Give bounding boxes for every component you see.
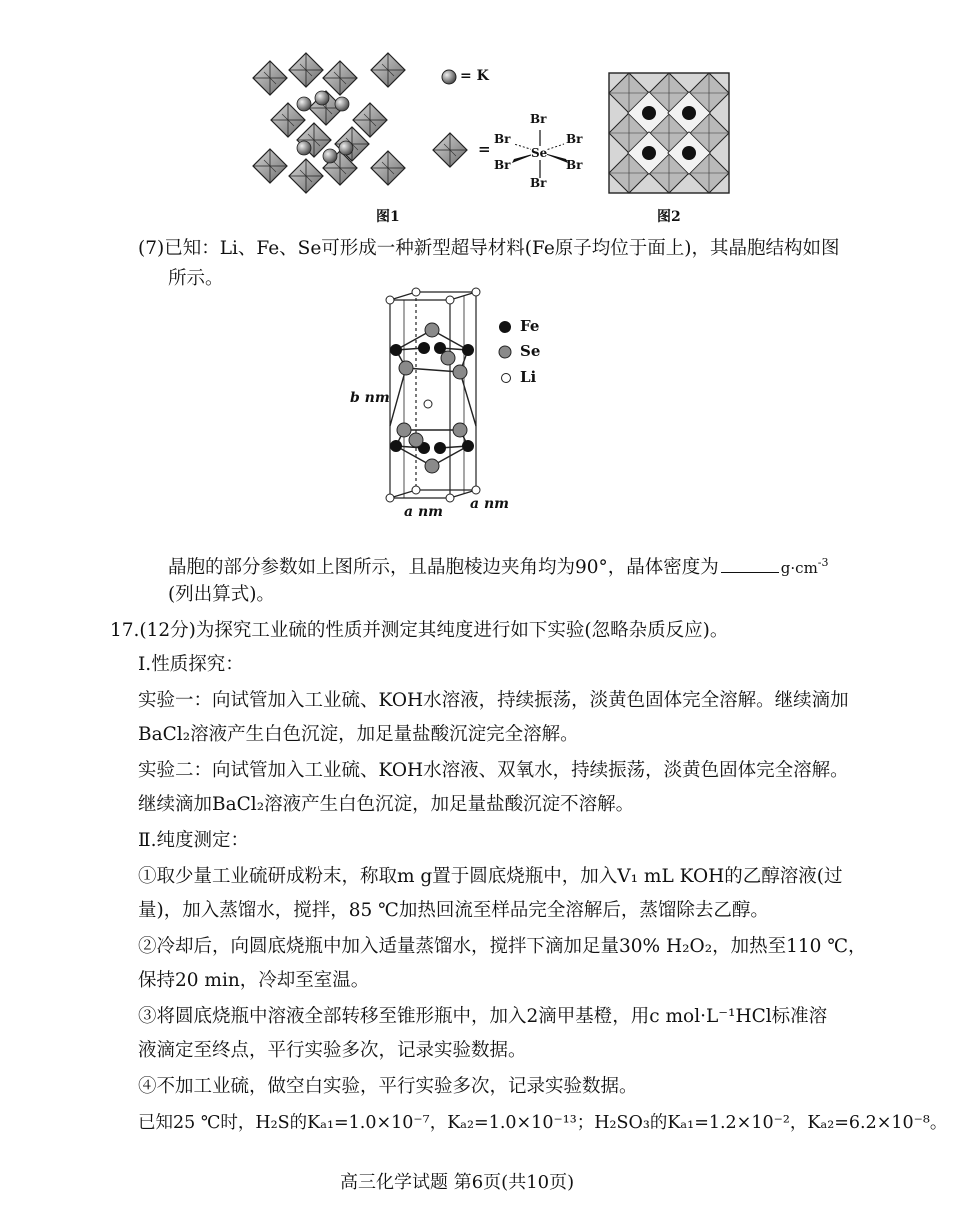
q17-intro: 17.(12分)为探究工业硫的性质并测定其纯度进行如下实验(忽略杂质反应)。	[110, 620, 729, 641]
answer-blank[interactable]	[721, 554, 779, 573]
q7-param-unit-exp: -3	[817, 556, 829, 569]
fe-legend-icon	[498, 320, 512, 334]
q17-step2-line-2: 保持20 min，冷却至室温。	[138, 970, 370, 991]
q17-known-constants: 已知25 ℃时，H₂S的Kₐ₁=1.0×10⁻⁷，Kₐ₂=1.0×10⁻¹³；H₂SO₃的Kₐ₁=1.2×10⁻²，Kₐ₂=6.2×10⁻⁸。	[138, 1113, 948, 1133]
figure-1-caption: 图1	[376, 209, 400, 225]
q7-line-2: 所示。	[168, 268, 224, 289]
q17-exp1-line-1: 实验一：向试管加入工业硫、KOH水溶液，持续振荡，淡黄色固体完全溶解。继续滴加	[138, 690, 849, 711]
figure-2-caption: 图2	[657, 209, 681, 225]
br-upper-left: Br	[494, 132, 511, 146]
q7-param-text: 晶胞的部分参数如上图所示，且晶胞棱边夹角均为90°，晶体密度为	[168, 557, 719, 579]
figure-2-crystal	[608, 72, 730, 194]
se-legend-label: Se	[520, 342, 541, 360]
q17-section-1: I.性质探究：	[138, 654, 244, 675]
figure-1-crystal	[248, 48, 418, 208]
b-nm-label: b nm	[350, 390, 390, 406]
br-lower-right: Br	[566, 158, 583, 172]
q17-step2-line-1: ②冷却后，向圆底烧瓶中加入适量蒸馏水，搅拌下滴加足量30% H₂O₂，加热至110 ℃，	[138, 936, 867, 957]
fe-legend-label: Fe	[520, 317, 540, 335]
q7-line-1: (7)已知：Li、Fe、Se可形成一种新型超导材料(Fe原子均位于面上)，其晶胞结构如图	[138, 238, 840, 259]
q17-exp1-line-2: BaCl₂溶液产生白色沉淀，加足量盐酸沉淀完全溶解。	[138, 724, 579, 745]
li-legend-icon	[500, 372, 512, 384]
q17-exp2-line-1: 实验二：向试管加入工业硫、KOH水溶液、双氧水，持续振荡，淡黄色固体完全溶解。	[138, 760, 849, 781]
se-legend-icon	[498, 345, 512, 359]
q7-param-line-2: (列出算式)。	[168, 584, 275, 605]
br-bottom: Br	[530, 176, 547, 190]
br-upper-right: Br	[566, 132, 583, 146]
q17-step1-line-1: ①取少量工业硫研成粉末，称取m g置于圆底烧瓶中，加入V₁ mL KOH的乙醇溶液(过	[138, 866, 843, 887]
br-lower-left: Br	[494, 158, 511, 172]
q17-step4: ④不加工业硫，做空白实验，平行实验多次，记录实验数据。	[138, 1076, 638, 1097]
equals-sign: =	[478, 140, 491, 158]
q17-step1-line-2: 量)，加入蒸馏水，搅拌，85 ℃加热回流至样品完全溶解后，蒸馏除去乙醇。	[138, 900, 769, 921]
q17-section-2: Ⅱ.纯度测定：	[138, 830, 249, 851]
q7-param-unit: g·cm	[780, 559, 818, 578]
q17-step3-line-2: 液滴定至终点，平行实验多次，记录实验数据。	[138, 1040, 527, 1061]
a-nm-side-label: a nm	[470, 496, 509, 512]
q17-exp2-line-2: 继续滴加BaCl₂溶液产生白色沉淀，加足量盐酸沉淀不溶解。	[138, 794, 635, 815]
q17-step3-line-1: ③将圆底烧瓶中溶液全部转移至锥形瓶中，加入2滴甲基橙，用c mol·L⁻¹HCl标准溶	[138, 1006, 828, 1027]
li-legend-label: Li	[520, 368, 537, 386]
k-ball-icon	[440, 68, 458, 86]
page-footer: 高三化学试题 第6页(共10页)	[340, 1172, 575, 1193]
octahedron-legend-icon	[428, 128, 472, 172]
lifese-unit-cell	[380, 286, 490, 512]
k-legend-label: = K	[460, 68, 489, 84]
br-top: Br	[530, 112, 547, 126]
a-nm-bottom-label: a nm	[404, 504, 443, 520]
se-center: Se	[531, 146, 548, 160]
